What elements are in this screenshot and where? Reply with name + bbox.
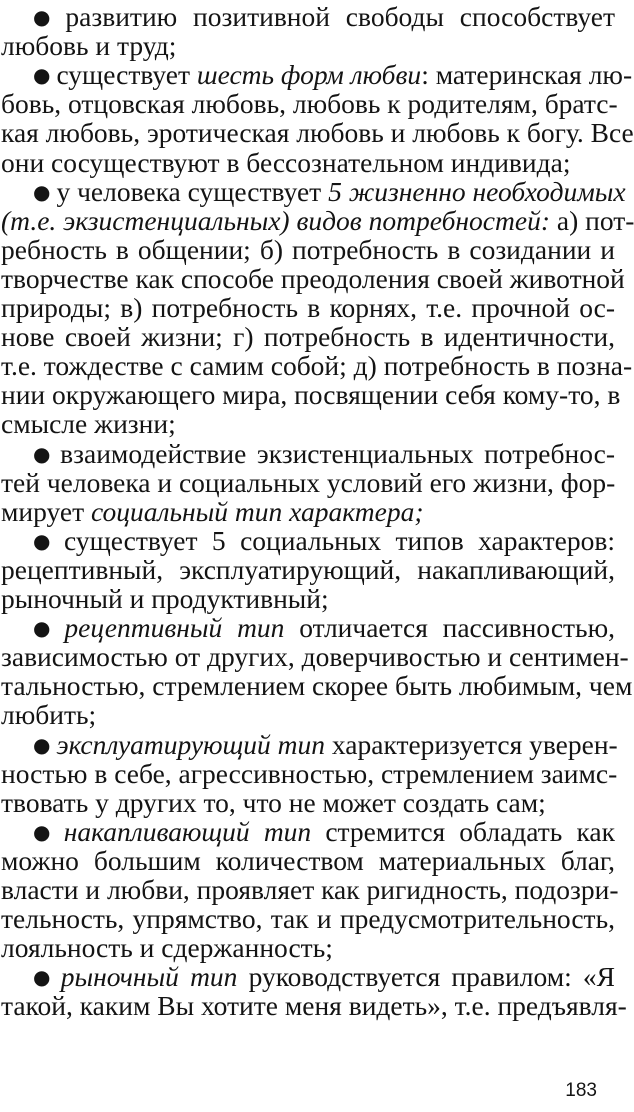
bullet-icon: ● (33, 5, 60, 29)
text-run: лояльность и сдержанность; (1, 932, 333, 964)
text-run: отличается пассивностью, (284, 612, 615, 644)
text-run: твовать у других то, что не может создать сам; (1, 786, 546, 818)
text-run: творчестве как способе преодоления своей животной (1, 262, 625, 294)
text-run: характеризуется уверен- (325, 728, 618, 760)
italic-term: накапливающий тип (63, 815, 312, 847)
bullet-icon: ● (33, 441, 55, 466)
text-run: развитию позитивной свободы способствует (65, 1, 615, 32)
text-run: можно большим количеством материальных благ, (1, 844, 615, 876)
page-number: 183 (565, 1080, 597, 1101)
text-run: мирует (1, 495, 91, 527)
text-run: т.е. тождестве с самим собой; д) потребность в позна- (1, 350, 633, 382)
text-run: ностью в себе, агрессивностью, стремлением заимс- (1, 757, 618, 789)
text-run: любовь и труд; (1, 30, 177, 62)
text-run: рыночный и продуктивный; (1, 583, 329, 614)
text-run: такой, каким Вы хотите меня видеть», т.е. предъявля- (1, 990, 627, 1022)
bullet-icon: ● (33, 965, 55, 990)
italic-term: эксплуатирующий тип (56, 728, 326, 760)
italic-term: шесть форм любви (196, 59, 422, 91)
text-run: у человека существует (56, 175, 329, 207)
bullet-icon: ● (33, 616, 59, 641)
text-run: тальностью, стремлением скорее быть любимым, чем (1, 670, 633, 702)
bullet-icon: ● (33, 179, 51, 204)
text-line (1, 989, 627, 1023)
text-run: нии окружающего мира, посвящении себя кому-то, в (1, 379, 621, 411)
italic-term: 5 жизненно необходимых (328, 175, 626, 207)
text-run: смысле жизни; (1, 408, 176, 440)
bullet-icon: ● (33, 732, 51, 757)
text-run: взаимодействие экзистенциальных потребнос- (60, 437, 616, 469)
text-run: они сосуществуют в бессознательном индивида; (1, 146, 571, 178)
italic-term: рыночный тип (60, 961, 238, 993)
text-run: тей человека и социальных условий его жизни, фор- (1, 466, 616, 498)
bullet-icon: ● (33, 528, 58, 553)
italic-term: социальный тип характера; (91, 495, 424, 527)
text-run: : материнская лю- (421, 59, 633, 91)
bullet-icon: ● (33, 63, 51, 88)
text-run: рецептивный, эксплуатирующий, накапливающий, (1, 553, 615, 585)
italic-term: рецептивный тип (64, 612, 285, 644)
text-run: любить; (1, 699, 97, 731)
italic-term: (т.е. экзистенциальных) видов потребностей: (1, 204, 550, 236)
text-run: руководствуется правилом: «Я (237, 961, 615, 993)
text-run: существует 5 социальных типов характеров: (63, 524, 615, 556)
text-run: природы; в) потребность в корнях, т.е. прочной ос- (1, 292, 615, 323)
text-run: кая любовь, эротическая любовь и любовь к богу. Все (1, 117, 634, 149)
text-run: существует (56, 59, 197, 91)
text-run: стремится обладать как (311, 815, 615, 847)
text-run: бовь, отцовская любовь, любовь к родителям, братс- (1, 88, 618, 120)
text-run: тельность, упрямство, так и предусмотрительность, (1, 903, 615, 935)
text-run: ребность в общении; б) потребность в созидании и (1, 233, 615, 265)
bullet-icon: ● (33, 819, 58, 844)
text-run: власти и любви, проявляет как ригидность, подозри- (1, 874, 619, 905)
text-run: нове своей жизни; г) потребность в идентичности, (1, 321, 615, 353)
text-run: а) пот- (549, 204, 634, 236)
text-run: зависимостью от других, доверчивостью и сентимен- (1, 641, 629, 673)
